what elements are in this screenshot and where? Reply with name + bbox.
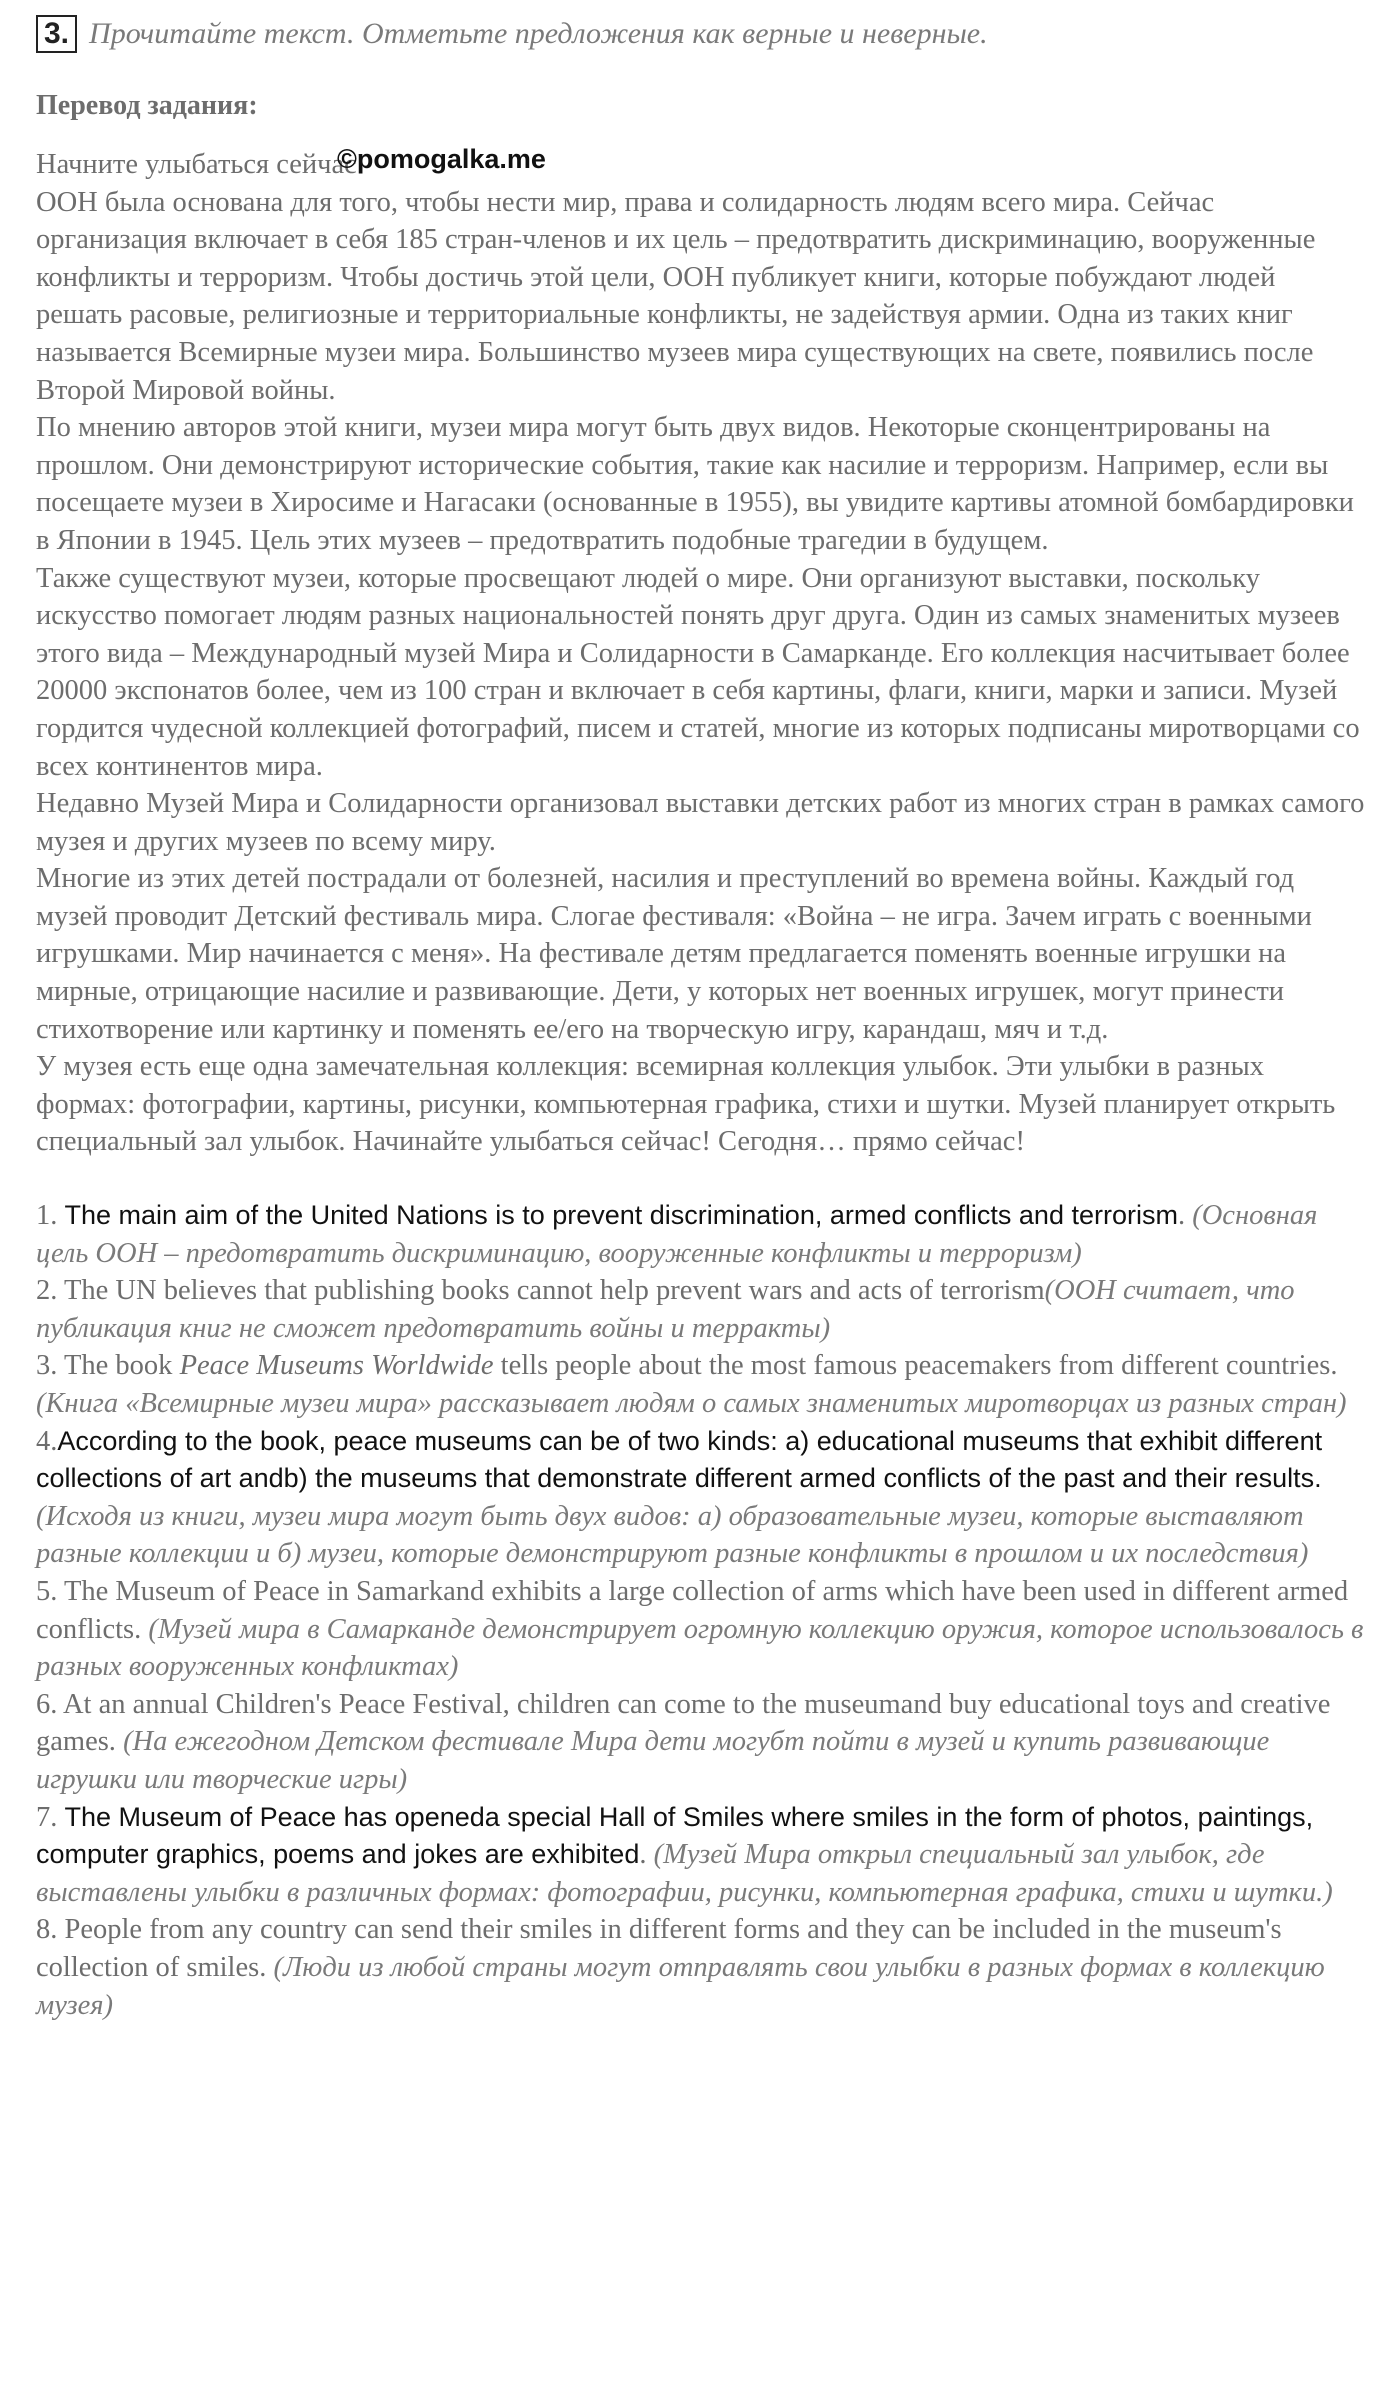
story-paragraph-5: Многие из этих детей пострадали от болезней, насилия и преступлений во времена войны. Каждый год музей проводит Детский фестиваль мира. Слогае фестиваля: «Война – не игра. Зачем играть с военными игрушками. Мир начинается с меня». На фестивале детям предлагается поменять военные игрушки на мирные, отрицающие насилие и развивающие. Дети, у которых нет военных игрушек, могут принести стихотворение или картинку и поменять ее/его на творческую игру, карандаш, мяч и т.д. (36, 863, 1312, 1045)
statement-number: 6. (36, 1688, 63, 1720)
statement-number: 8. (36, 1914, 65, 1946)
statement-russian: (На ежегодном Детском фестивале Мира дети могубт пойти в музей и купить развивающие игрушки или творческие игры) (36, 1726, 1270, 1795)
task-number: 3. (36, 15, 77, 53)
story-paragraph-4: Недавно Музей Мира и Солидарности организовал выставки детских работ из многих стран в рамках самого музея и других музеев по всему миру. (36, 788, 1365, 857)
watermark: ©pomogalka.me (337, 144, 546, 174)
statement-3 (36, 1347, 1366, 1422)
statement-english-prefix: The book (64, 1350, 180, 1382)
statement-english: tells people about the most famous peacemakers from different countries. (493, 1350, 1338, 1382)
statements-list (36, 1197, 1366, 2024)
story-paragraph-3: Также существуют музеи, которые просвещают людей о мире. Они организуют выставки, поскольку искусство помогает людям разных национальностей понять друг друга. Один из самых знаменитых музеев этого вида – Международный музей Мира и Солидарности в Самарканде. Его коллекция насчитывает более 20000 экспонатов более, чем из 100 стран и включает в себя картины, флаги, книги, марки и записи. Музей гордится чудесной коллекцией фотографий, писем и статей, многие из которых подписаны миротворцами со всех континентов мира. (36, 562, 1360, 782)
statement-number: 7. (36, 1801, 65, 1833)
statement-7 (36, 1799, 1366, 1912)
statement-number: 1. (36, 1200, 65, 1232)
statement-6 (36, 1686, 1366, 1799)
story-paragraph-1: ООН была основана для того, чтобы нести мир, права и солидарность людям всего мира. Сейчас организация включает в себя 185 стран-членов и их цель – предотвратить дискриминацию, вооруженные конфликты и терроризм. Чтобы достичь этой цели, ООН публикует книги, которые побуждают людей решать расовые, религиозные и территориальные конфликты, не задействуя армии. Одна из таких книг называется Всемирные музеи мира. Большинство музеев мира существующих на свете, появились после Второй Мировой войны. (36, 186, 1316, 406)
statement-russian: (Книга «Всемирные музеи мира» рассказывает людям о самых знаменитых миротворцах из разных стран) (36, 1388, 1347, 1419)
statement-number: 3. (36, 1350, 64, 1382)
statement-english: The main aim of the United Nations is to prevent discrimination, armed conflicts and terrorism (64, 1200, 1178, 1231)
statement-number: 4. (36, 1425, 58, 1457)
document-page (36, 6, 1366, 2024)
translation-heading: Перевод задания: (36, 90, 258, 121)
statement-5 (36, 1573, 1366, 1686)
statement-russian: (Исходя из книги, музеи мира могут быть двух видов: а) образовательные музеи, которые выставляют разные коллекции и б) музеи, которые демонстрируют разные конфликты в прошлом и их последствия) (36, 1500, 1309, 1570)
statement-english: The Museum of Peace has openeda special Hall of Smiles where smiles in the form of photos, paintings, computer graphics, poems and jokes are exhibited (36, 1801, 1314, 1870)
statement-english-suffix: . (639, 1839, 647, 1871)
story-paragraph-2: По мнению авторов этой книги, музеи мира могут быть двух видов. Некоторые сконцентрированы на прошлом. Они демонстрируют исторические события, такие как насилие и терроризм. Например, если вы посещаете музеи в Хиросиме и Нагасаки (основанные в 1955), вы увидите картивы атомной бомбардировки в Японии в 1945. Цель этих музеев – предотвратить подобные трагедии в будущем. (36, 412, 1354, 556)
task-header (36, 6, 1366, 62)
statement-english: According to the book, peace museums can be of two kinds: a) educational museums that exhibit different collections of art andb) the museums that demonstrate different armed conflicts of the past and their results. (36, 1425, 1323, 1494)
statement-russian: (Основная цель ООН – предотвратить дискриминацию, вооруженные конфликты и терроризм) (36, 1200, 1318, 1269)
statement-book-title: Peace Museums Worldwide (179, 1350, 494, 1382)
statement-number: 5. (36, 1575, 64, 1607)
statement-english: The UN believes that publishing books cannot help prevent wars and acts of terrorism (64, 1275, 1045, 1307)
statement-1 (36, 1197, 1366, 1272)
story-title: Начните улыбаться сейчас (36, 149, 357, 180)
statement-english: At an annual Children's Peace Festival, children can come to the museumand buy educational toys and creative games. (36, 1688, 1331, 1758)
statement-russian: (Люди из любой страны могут отправлять свои улыбки в разных формах в коллекцию музея) (36, 1951, 1325, 2021)
statement-2 (36, 1272, 1366, 1347)
statement-english-suffix: . (1177, 1200, 1186, 1232)
statement-8 (36, 1911, 1366, 2024)
statement-english: People from any country can send their smiles in different forms and they can be included in the museum's collection of smiles. (36, 1914, 1282, 1983)
statement-russian: (Музей Мира открыл специальный зал улыбок, где выставлены улыбки в различных формах: фотографии, рисунки, компьютерная графика, стихи и шутки.) (36, 1839, 1333, 1908)
statement-english: The Museum of Peace in Samarkand exhibits a large collection of arms which have been used in different armed conflicts. (36, 1575, 1349, 1645)
story-text (36, 146, 1366, 1161)
story-paragraph-6: У музея есть еще одна замечательная коллекция: всемирная коллекция улыбок. Эти улыбки в разных формах: фотографии, картины, рисунки, компьютерная графика, стихи и шутки. Музей планирует открыть специальный зал улыбок. Начинайте улыбаться сейчас! Сегодня… прямо сейчас! (36, 1051, 1336, 1158)
statement-russian: (ООН считает, что публикация книг не сможет предотвратить войны и терракты) (36, 1275, 1295, 1344)
statement-4 (36, 1423, 1366, 1573)
statement-russian: (Музей мира в Самарканде демонстрирует огромную коллекцию оружия, которое использовалось в разных вооруженных конфликтах) (36, 1613, 1364, 1683)
statement-number: 2. (36, 1275, 64, 1307)
task-instruction: Прочитайте текст. Отметьте предложения как верные и неверные. (89, 17, 988, 50)
